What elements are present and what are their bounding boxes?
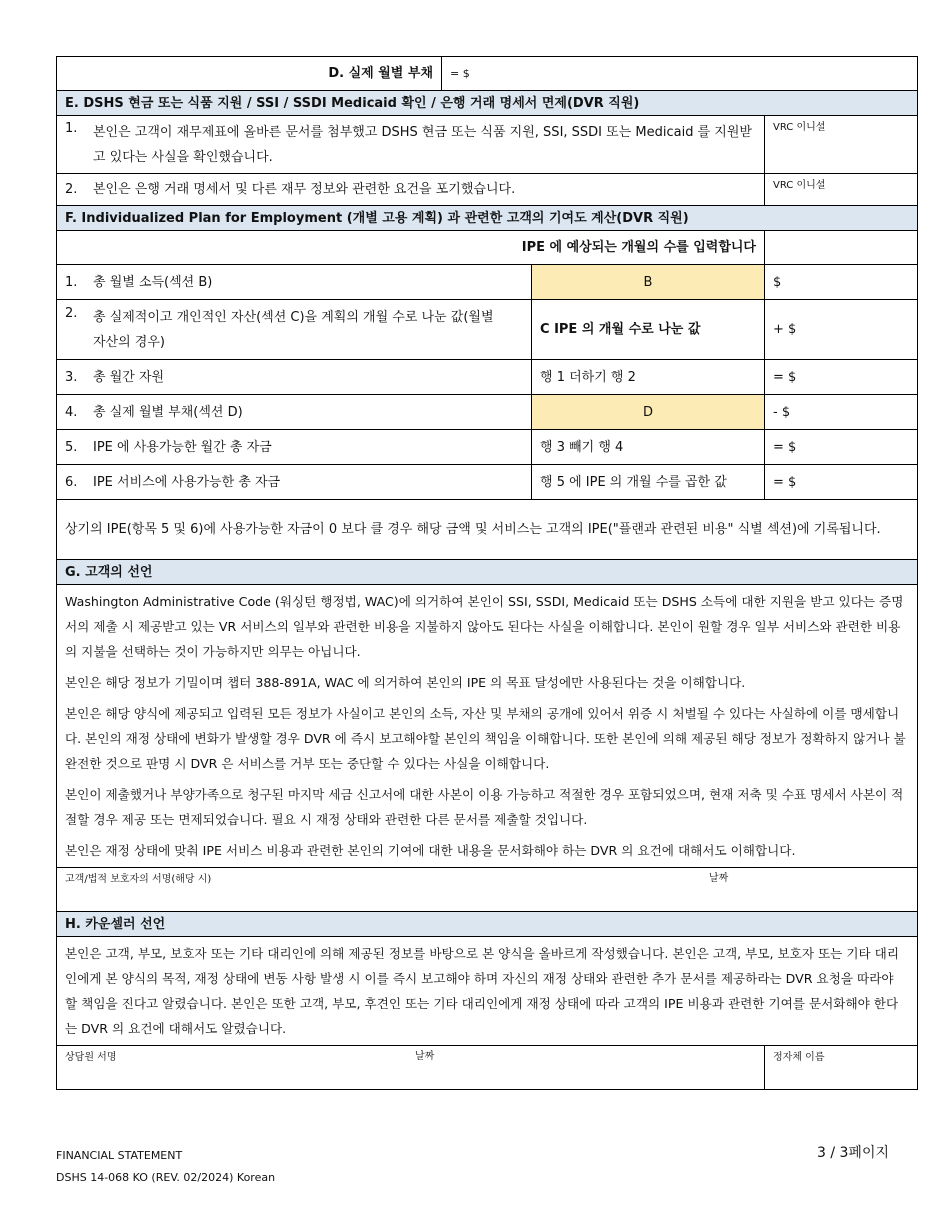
section-f-row-1-calc: B [532, 265, 765, 300]
section-f-row-4-label: 4. 총 실제 월별 부채(섹션 D) [57, 395, 532, 430]
section-f-row-6-label: 6. IPE 서비스에 사용가능한 총 자금 [57, 465, 532, 500]
section-f-header: F. Individualized Plan for Employment (개별 고용 계획) 과 관련한 고객의 기여도 계산(DVR 직원) [57, 206, 918, 231]
section-h-paragraph: 본인은 고객, 부모, 보호자 또는 기타 대리인에 의해 제공된 정보를 바탕으로 본 양식을 올바르게 작성했습니다. 본인은 고객, 부모, 보호자 또는 기타 대리인에게 본 양식의 목적, 재정 상태에 변동 사항 발생 시 이를 즉시 보고해야 하며 자신의 재정 상태와 관련한 추가 문서를 제공하라는 DVR 요청을 따라야 할 책임을 진다고 알렸습니다. 본인은 또한 고객, 부모, 후견인 또는 기타 대리인에게 재정 상태에 따라 고객의 IPE 비용과 관련한 기여를 문서화해야 한다는 DVR 의 요건에 대해서도 알렸습니다. [65, 946, 900, 1036]
ipe-months-field[interactable] [765, 231, 918, 265]
footer-page-number: 3 / 3페이지 [817, 1145, 890, 1161]
section-f-row-5-calc: 행 3 빼기 행 4 [532, 430, 765, 465]
print-name-label: 정자체 이름 [773, 1052, 825, 1063]
section-f-row-2-calc: C IPE 의 개월 수로 나눈 값 [532, 300, 765, 360]
vrc-initials-field-2[interactable]: VRC 이니셜 [765, 174, 918, 206]
section-g-body [57, 585, 918, 868]
section-f-row-4-amount[interactable]: - $ [765, 395, 918, 430]
footer-form-info [56, 1145, 275, 1189]
section-f-row-3-amount[interactable]: = $ [765, 360, 918, 395]
section-f-row-5-label: 5. IPE 에 사용가능한 월간 총 자금 [57, 430, 532, 465]
ipe-months-prompt: IPE 에 예상되는 개월의 수를 입력합니다 [57, 231, 765, 265]
form-table [56, 56, 918, 1090]
section-f-note: 상기의 IPE(항목 5 및 6)에 사용가능한 자금이 0 보다 클 경우 해당 금액 및 서비스는 고객의 IPE("플랜과 관련된 비용" 식별 섹션)에 기록됩니다. [57, 500, 918, 560]
section-f-row-5-amount[interactable]: = $ [765, 430, 918, 465]
section-g-header: G. 고객의 선언 [57, 560, 918, 585]
section-f-row-4-calc: D [532, 395, 765, 430]
section-d-label: D. 실제 월별 부채 [57, 57, 442, 91]
footer-form-number: DSHS 14-068 KO (REV. 02/2024) Korean [56, 1171, 276, 1184]
section-g-paragraph-4: 본인이 제출했거나 부양가족으로 청구된 마지막 세금 신고서에 대한 사본이 이용 가능하고 적절한 경우 포함되었으며, 현재 저축 및 수표 명세서 사본이 적절할 경우 제공 또는 면제되었습니다. 필요 시 재정 상태와 관련한 다른 문서를 제출할 것입니다. [65, 787, 904, 827]
footer-form-title: FINANCIAL STATEMENT [56, 1149, 183, 1162]
section-h-body [57, 937, 918, 1046]
client-signature-field[interactable] [57, 868, 918, 912]
financial-statement-form [56, 56, 917, 1090]
section-g-paragraph-5: 본인은 재정 상태에 맞춰 IPE 서비스 비용과 관련한 본인의 기여에 대한 내용을 문서화해야 하는 DVR 의 요건에 대해서도 이해합니다. [65, 843, 796, 858]
section-d-amount-field[interactable]: = $ [442, 57, 918, 91]
section-g-paragraph-2: 본인은 해당 정보가 기밀이며 챕터 388-891A, WAC 에 의거하여 본인의 IPE 의 목표 달성에만 사용된다는 것을 이해합니다. [65, 675, 746, 690]
vrc-initials-field-1[interactable]: VRC 이니셜 [765, 116, 918, 174]
counselor-date-label: 날짜 [415, 1051, 435, 1062]
section-h-header: H. 카운셀러 선언 [57, 912, 918, 937]
section-f-row-6-calc: 행 5 에 IPE 의 개월 수를 곱한 값 [532, 465, 765, 500]
section-e-row-2: 2. 본인은 은행 거래 명세서 및 다른 재무 정보와 관련한 요건을 포기했습니다. [57, 174, 765, 206]
client-date-label: 날짜 [709, 873, 729, 884]
section-f-row-2-amount[interactable]: + $ [765, 300, 918, 360]
section-e-row-1: 1. 본인은 고객이 재무제표에 올바른 문서를 첨부했고 DSHS 현금 또는 식품 지원, SSI, SSDI 또는 Medicaid 를 지원받고 있다는 사실을 확인했습니다. [57, 116, 765, 174]
section-f-row-1-amount[interactable]: $ [765, 265, 918, 300]
section-e-header: E. DSHS 현금 또는 식품 지원 / SSI / SSDI Medicaid 확인 / 은행 거래 명세서 면제(DVR 직원) [57, 91, 918, 116]
section-f-row-3-label: 3. 총 월간 자원 [57, 360, 532, 395]
section-g-paragraph-3: 본인은 해당 양식에 제공되고 입력된 모든 정보가 사실이고 본인의 소득, 자산 및 부채의 공개에 있어서 위증 시 처벌될 수 있다는 사실하에 이를 맹세합니다. 본인의 재정 상태에 변화가 발생할 경우 DVR 에 즉시 보고해야할 본인의 책임을 이해합니다. 또한 본인에 의해 제공된 해당 정보가 정확하지 않거나 불완전한 것으로 판명 시 DVR 은 서비스를 거부 또는 중단할 수 있다는 사실을 이해합니다. [65, 706, 906, 771]
section-g-paragraph-1: Washington Administrative Code (워싱턴 행정법, WAC)에 의거하여 본인이 SSI, SSDI, Medicaid 또는 DSHS 소득에 대한 지원을 받고 있다는 증명서의 제출 시 제공받고 있는 VR 서비스의 일부와 관련한 비용을 지불하지 않아도 된다는 사실을 이해합니다. 본인이 원할 경우 일부 서비스와 관련한 비용의 지불을 선택하는 것이 가능하지만 의무는 아닙니다. [65, 594, 904, 659]
client-signature-label: 고객/법적 보호자의 서명(해당 시) [65, 874, 212, 885]
counselor-signature-label: 상담원 서명 [65, 1052, 117, 1063]
section-f-row-1-label: 1. 총 월별 소득(섹션 B) [57, 265, 532, 300]
counselor-signature-field[interactable] [57, 1046, 765, 1090]
section-f-row-3-calc: 행 1 더하기 행 2 [532, 360, 765, 395]
print-name-field[interactable] [765, 1046, 918, 1090]
section-f-row-2-label: 2. 총 실제적이고 개인적인 자산(섹션 C)을 계획의 개월 수로 나눈 값(월별 자산의 경우) [57, 300, 532, 360]
section-f-row-6-amount[interactable]: = $ [765, 465, 918, 500]
